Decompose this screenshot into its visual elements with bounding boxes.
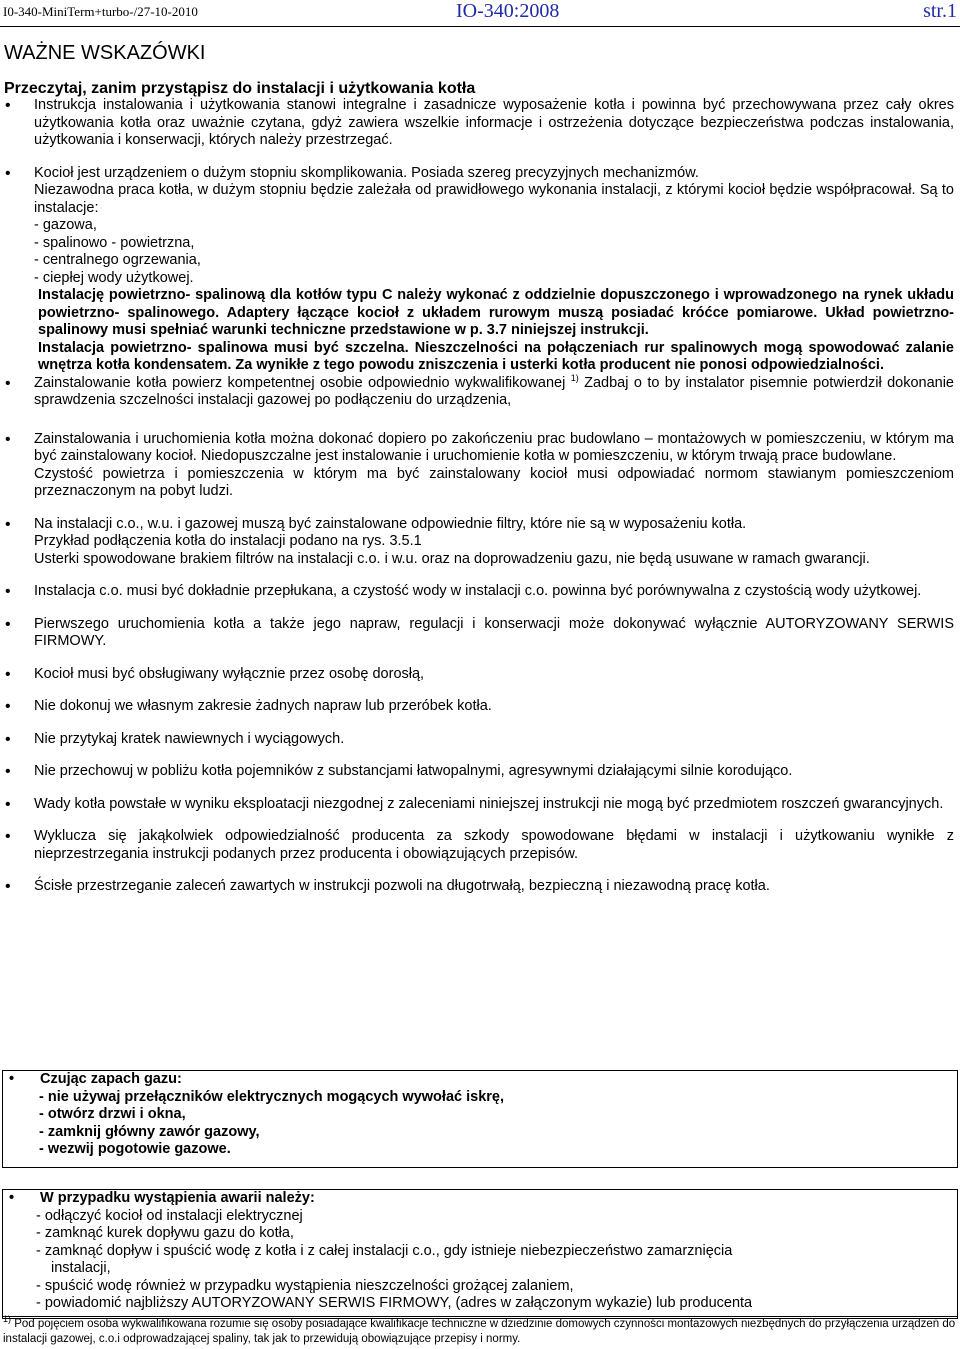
box-line: instalacji,	[51, 1260, 111, 1276]
list-item-text: • Wyklucza się jakąkolwiek odpowiedzialność producenta za szkody spowodowane błędami w instalacji i użytkowaniu wynikłe z nieprzestrzegania instrukcji podanych przez producenta i obowiązujących przepisów.	[34, 828, 954, 862]
list-item-text: • Instalacja c.o. musi być dokładnie przepłukana, a czystość wody w instalacji c.o. powinna być porównywalna z czystością wody użytkowej.	[34, 583, 922, 599]
list-item-text: Czystość powietrza i pomieszczenia w którym ma być zainstalowany kocioł musi odpowiadać normom stawianym pomieszczeniom przeznaczonym na pobyt ludzi.	[34, 465, 954, 499]
list-item-text	[34, 372, 954, 410]
list-item-text: • Nie przytykaj kratek nawiewnych i wyciągowych.	[34, 730, 345, 747]
list-item-text: • Zainstalowania i uruchomienia kotła można dokonać dopiero po zakończeniu prac budowlano – montażowych w pomieszczeniu, w którym ma być zainstalowany kocioł. Niedopuszczalne jest instalowanie i uruchomienie kotła w pomieszczeniu, w którym trwają prace budowlane.	[34, 430, 954, 464]
page-header	[0, 0, 960, 27]
box-line: - otwórz drzwi i okna,	[39, 1106, 186, 1122]
list-item	[0, 878, 960, 896]
instructions-list	[0, 97, 960, 896]
warning-text: Instalację powietrzno- spalinową dla kotłów typu C należy wykonać z oddzielnie dopuszczonego i wprowadzonego na rynek układu powietrzno- spalinowego. Adaptery łączące kocioł z układem rurowym muszą posiadać króćce pomiarowe. Układ powietrzno- spalinowy musi spełniać warunki techniczne przedstawione w p. 3.7 niniejszej instrukcji.	[38, 287, 954, 338]
standard-number: IO-340:2008	[456, 0, 560, 22]
list-item-text: - spalinowo - powietrzna,	[34, 234, 195, 251]
list-item-text: - centralnego ogrzewania,	[34, 252, 201, 268]
box-line: - powiadomić najbliższy AUTORYZOWANY SERWIS FIRMOWY, (adres w załączonym wykazie) lub producenta	[36, 1295, 753, 1311]
list-item	[0, 616, 960, 651]
box-heading: • Czując zapach gazu:	[3, 1071, 957, 1089]
box-line: - nie używaj przełączników elektrycznych mogących wywołać iskrę,	[39, 1088, 504, 1105]
warning-text: Instalacja powietrzno- spalinowa musi być szczelna. Nieszczelności na połączeniach rur spalinowych mogą spowodować zalanie wnętrza kotła kondensatem. Za wynikłe z tego powodu zniszczenia i usterki kotła producent nie ponosi odpowiedzialności.	[38, 339, 954, 373]
list-item	[0, 698, 960, 716]
list-item-text: • Nie dokonuj we własnym zakresie żadnych napraw lub przeróbek kotła.	[34, 698, 492, 714]
list-item	[0, 372, 960, 410]
box-line: - zamknąć dopływ i spuścić wodę z kotła i z całej instalacji c.o., gdy istnieje niebezpieczeństwo zamarznięcia	[36, 1242, 733, 1259]
list-item-text: • Wady kotła powstałe w wyniku eksploatacji niezgodnej z zaleceniami niniejszej instrukcji nie mogą być przedmiotem roszczeń gwarancyjnych.	[34, 795, 944, 812]
footnote	[3, 1316, 957, 1347]
list-item-text: • Kocioł musi być obsługiwany wyłącznie przez osobę dorosłą,	[34, 665, 425, 682]
list-item	[0, 828, 960, 863]
footnote-reference: 1)	[570, 372, 579, 383]
list-item-text: • Kocioł jest urządzeniem o dużym stopniu skomplikowania. Posiada szereg precyzyjnych mechanizmów.	[34, 164, 699, 181]
list-item-text: • Na instalacji c.o., w.u. i gazowej muszą być zainstalowane odpowiednie filtry, które nie są w wyposażeniu kotła.	[34, 515, 747, 532]
list-item-text: Usterki spowodowane brakiem filtrów na instalacji c.o. i w.u. oraz na doprowadzeniu gazu, nie będą usuwane w ramach gwarancji.	[34, 550, 870, 567]
page-number: str.1	[923, 0, 957, 22]
list-item	[0, 516, 960, 569]
list-item	[0, 763, 960, 781]
page-title: WAŻNE WSKAZÓWKI	[4, 42, 206, 64]
box-line: - odłączyć kocioł od instalacji elektrycznej	[36, 1207, 303, 1224]
list-item	[0, 583, 960, 601]
box-line: - zamknąć kurek dopływu gazu do kotła,	[36, 1225, 294, 1241]
list-item-text-part: Zainstalowanie kotła powierz kompetentnej osobie odpowiednio wykwalifikowanej	[34, 374, 566, 391]
box-line: - zamknij główny zawór gazowy,	[39, 1123, 260, 1140]
list-item-text: Przykład podłączenia kotła do instalacji podano na rys. 3.5.1	[34, 533, 422, 549]
list-item	[0, 97, 960, 150]
list-item	[0, 165, 960, 375]
list-item	[0, 796, 960, 814]
list-item-text: Niezawodna praca kotła, w dużym stopniu będzie zależała od prawidłowego wykonania instalacji, z którymi kocioł będzie współpracował. Są to instalacje:	[34, 182, 954, 216]
list-item	[0, 666, 960, 684]
box-line: - wezwij pogotowie gazowe.	[39, 1141, 231, 1157]
failure-instructions-box	[2, 1189, 958, 1319]
section-subtitle: Przeczytaj, zanim przystąpisz do instalacji i użytkowania kotła	[4, 80, 476, 97]
list-item	[0, 431, 960, 501]
list-item-text: • Nie przechowuj w pobliżu kotła pojemników z substancjami łatwopalnymi, agresywnymi działającymi silnie korodująco.	[34, 763, 793, 779]
list-item-text: • Pierwszego uruchomienia kotła a także jego napraw, regulacji i konserwacji może dokonywać wyłącznie AUTORYZOWANY SERWIS FIRMOWY.	[34, 615, 954, 649]
document-code: I0-340-MiniTerm+turbo-/27-10-2010	[3, 4, 198, 19]
box-line: - spuścić wodę również w przypadku wystąpienia nieszczelności grożącej zalaniem,	[36, 1277, 574, 1294]
list-item-text: - ciepłej wody użytkowej.	[34, 269, 194, 286]
footnote-mark: 1)	[3, 1314, 12, 1325]
list-item-text: - gazowa,	[34, 217, 97, 233]
list-item-text: • Ścisłe przestrzeganie zaleceń zawartych w instrukcji pozwoli na długotrwałą, bezpieczną i niezawodną pracę kotła.	[34, 878, 770, 894]
gas-smell-warning-box	[2, 1070, 958, 1168]
box-heading: • W przypadku wystąpienia awarii należy:	[3, 1190, 957, 1208]
footnote-text: Pod pojęciem osoba wykwalifikowana rozumie się osoby posiadające kwalifikacje techniczne w dziedzinie domowych czynności montażowych niezbędnych do przyłączenia urządzeń do instalacji gazowej, c.o.i odprowadzającej spaliny, tak jak to przewidują obowiązujące przepisy i normy.	[3, 1318, 956, 1345]
list-item-text-part: Zadbaj o to by instalator pisemnie potwierdził dokonanie sprawdzenia szczelności instalacji gazowej po podłączeniu do urządzenia,	[34, 374, 954, 408]
list-item-text: • Instrukcja instalowania i użytkowania stanowi integralne i zasadnicze wyposażenie kotła i powinna być przechowywana przez cały okres użytkowania kotła oraz uważnie czytana, gdyż zawiera wszelkie informacje i ostrzeżenia dotyczące bezpieczeństwa podczas instalowania, użytkowania i konserwacji, których należy przestrzegać.	[34, 97, 954, 148]
list-item	[0, 731, 960, 749]
